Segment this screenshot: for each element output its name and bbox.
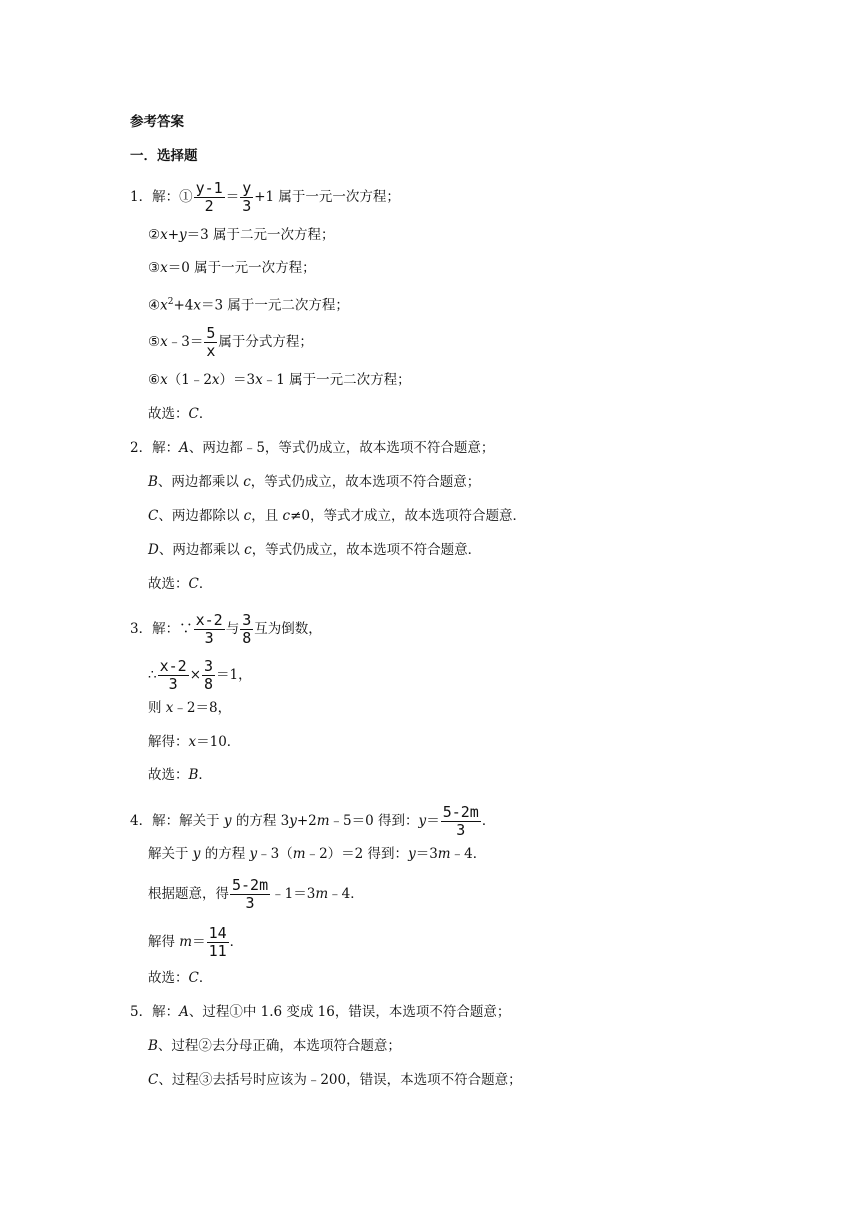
fraction: $\frac{5-2m}{3}$	[442, 803, 479, 839]
q1-line-2: ②x+y＝3 属于二元一次方程；	[148, 227, 335, 243]
fraction: $\frac{3}{8}$	[204, 657, 214, 693]
q3-answer: 故选：B．	[148, 767, 212, 783]
q3-line-3: 则 x﹣2＝8，	[148, 700, 232, 716]
fraction: $\frac{x-2}{3}$	[195, 611, 223, 647]
fraction: $\frac{x-2}{3}$	[159, 657, 187, 693]
q3-line-4: 解得：x＝10．	[148, 734, 241, 750]
question-number: 5．	[130, 1004, 153, 1020]
page-title: 参考答案	[130, 114, 184, 130]
fraction: $\frac{3}{8}$	[242, 611, 252, 647]
q2-line-4: D、两边都乘以 c，等式仍成立，故本选项不符合题意．	[148, 542, 482, 558]
q2-line-2: B、两边都乘以 c，等式仍成立，故本选项不符合题意；	[148, 474, 481, 490]
q5-line-2: B、过程②去分母正确，本选项符合题意；	[148, 1038, 401, 1054]
fraction: $\frac{y-1}{2}$	[195, 179, 223, 215]
fraction: $\frac{14}{11}$	[208, 924, 227, 960]
fraction: $\frac{5-2m}{3}$	[232, 876, 269, 912]
q3-line-2: ∴ $\frac{x-2}{3}$ × $\frac{3}{8}$ ＝1，	[148, 657, 252, 693]
q1-line-5: ⑤x﹣3＝ $\frac{5}{x}$ 属于分式方程；	[148, 324, 313, 360]
question-number: 1．	[130, 189, 153, 205]
fraction: $\frac{y}{3}$	[242, 179, 252, 215]
section-heading: 一．选择题	[130, 148, 198, 164]
q2-line-3: C、两边都除以 c，且 c≠0，等式才成立，故本选项符合题意．	[148, 508, 526, 524]
q4-line-2: 解关于 y 的方程 y﹣3（m﹣2）＝2 得到：y＝3m﹣4．	[148, 846, 487, 862]
q5-line-3: C、过程③去括号时应该为﹣200，错误，本选项不符合题意；	[148, 1072, 522, 1088]
q5-line-1: 5．解：A、过程①中 1.6 变成 16，错误，本选项不符合题意；	[130, 1004, 511, 1020]
q1-line-1: 1．解：① $\frac{y-1}{2}$ ＝ $\frac{y}{3}$ +1 属于一元一次方程；	[130, 179, 400, 215]
question-number: 3．	[130, 621, 153, 637]
question-number: 2．	[130, 440, 153, 456]
question-number: 4．	[130, 813, 153, 829]
q1-answer: 故选：C．	[148, 406, 213, 422]
q4-answer: 故选：C．	[148, 970, 213, 986]
q2-answer: 故选：C．	[148, 576, 213, 592]
fraction: $\frac{5}{x}$	[206, 324, 216, 360]
q4-line-1: 4．解：解关于 y 的方程 3y+2m﹣5＝0 得到：y＝ $\frac{5-2m}{3}$ ．	[130, 803, 496, 839]
q1-line-6: ⑥x（1﹣2x）＝3x﹣1 属于一元二次方程；	[148, 372, 411, 388]
q2-line-1: 2．解：A、两边都﹣5，等式仍成立，故本选项不符合题意；	[130, 440, 495, 456]
q4-line-3: 根据题意，得 $\frac{5-2m}{3}$ ﹣1＝3m﹣4．	[148, 876, 364, 912]
q1-line-3: ③x＝0 属于一元一次方程；	[148, 260, 316, 276]
q4-line-4: 解得 m＝ $\frac{14}{11}$ ．	[148, 924, 244, 960]
q3-line-1: 3．解：∵ $\frac{x-2}{3}$ 与 $\frac{3}{8}$ 互为倒数，	[130, 611, 322, 647]
q1-line-4: $④x^2+4x=3$ 属于一元二次方程；	[148, 297, 349, 314]
